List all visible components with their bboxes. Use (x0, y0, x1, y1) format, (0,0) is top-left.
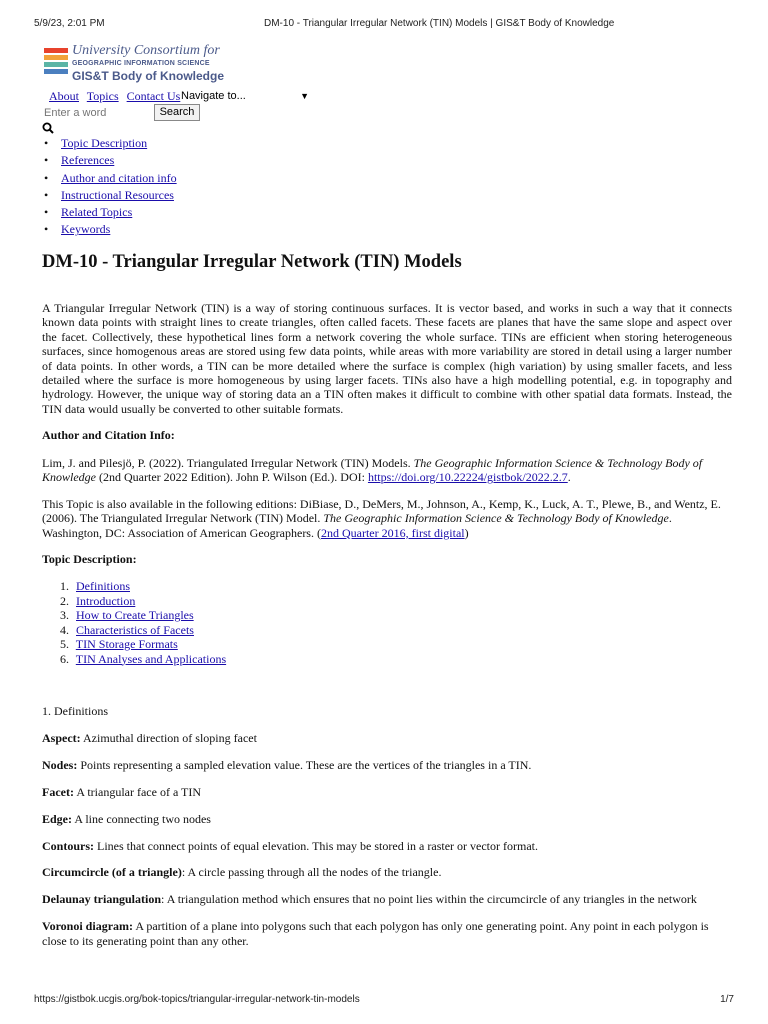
list-item (60, 623, 226, 638)
logo-stripe (44, 69, 68, 74)
edition-paragraph (42, 497, 732, 540)
topic-link-analyses[interactable]: TIN Analyses and Applications (75, 651, 227, 666)
logo-stripe (44, 48, 68, 53)
logo-line-2: GEOGRAPHIC INFORMATION SCIENCE (72, 60, 210, 67)
definition-text: A partition of a plane into polygons such that each polygon has only one generating point. Any point in each polygon is close to its generating point than any other. (42, 919, 709, 948)
page-toc (44, 135, 177, 239)
topic-link-create-triangles[interactable]: How to Create Triangles (76, 608, 194, 622)
logo-line-1: University Consortium for (72, 43, 220, 58)
chevron-down-icon: ▼ (300, 91, 309, 101)
toc-item (44, 204, 177, 221)
logo-stripe (44, 62, 68, 67)
edition-text (42, 497, 732, 540)
nav-link-topics[interactable]: Topics (86, 89, 119, 103)
definitions-heading: 1. Definitions (42, 704, 108, 718)
print-document-title: DM-10 - Triangular Irregular Network (TIN) Models | GIS&T Body of Knowledge (264, 18, 615, 29)
page-title: DM-10 - Triangular Irregular Network (TIN) Models (42, 252, 462, 272)
edition-link[interactable]: 2nd Quarter 2016, first digital (320, 525, 465, 540)
list-number: 1. (60, 579, 69, 593)
definition-text: Lines that connect points of equal elevation. This may be stored in a raster or vector format. (94, 838, 538, 853)
topic-description-heading: Topic Description: (42, 552, 137, 566)
citation-end: . (567, 470, 571, 485)
toc-link-related-topics[interactable]: Related Topics (61, 205, 133, 220)
citation-paragraph (42, 456, 732, 485)
definition-term: Voronoi diagram: (42, 919, 134, 934)
definition-text: A triangular face of a TIN (73, 784, 202, 799)
definition-term: Contours: (42, 838, 95, 853)
logo-stripes-icon (44, 48, 68, 78)
definition-term: Facet: (42, 784, 74, 799)
definition-contours (42, 839, 732, 853)
definitions-section (42, 704, 732, 961)
edition-end: ) (464, 525, 469, 540)
nav-link-contact[interactable]: Contact Us (126, 89, 181, 103)
definition-term: Delaunay triangulation (42, 892, 162, 907)
logo-stripe (44, 55, 68, 60)
print-url: https://gistbok.ucgis.org/bok-topics/triangular-irregular-network-tin-models (34, 994, 360, 1005)
topic-link-storage-formats[interactable]: TIN Storage Formats (75, 637, 178, 651)
topic-description-list (60, 579, 226, 666)
list-item (60, 579, 226, 594)
list-number: 6. (60, 651, 69, 666)
topic-link-definitions[interactable]: Definitions (76, 579, 130, 593)
list-item (60, 594, 226, 609)
site-logo[interactable] (44, 45, 244, 87)
topic-link-introduction[interactable]: Introduction (76, 593, 136, 608)
definition-circumcircle (42, 865, 732, 879)
doi-link[interactable]: https://doi.org/10.22224/gistbok/2022.2.7 (367, 470, 568, 485)
navigate-select-value: Navigate to... (181, 90, 246, 102)
definition-text: Points representing a sampled elevation value. These are the vertices of the triangles in a TIN. (77, 757, 532, 772)
toc-link-keywords[interactable]: Keywords (61, 222, 111, 237)
edition-authors: This Topic is also available in the following editions: DiBiase, D., DeMers, M., Johnson, A., Kemp, K., Luck, A. T., Plewe, B., and Wentz, E. (2006). The Triangulated Irregular Network (TIN) Model. (42, 497, 721, 526)
intro-text: A Triangular Irregular Network (TIN) is a way of storing continuous surfaces. It is vector based, and works in such a way that it connects known data points with straight lines to create triangles, often called facets. These facets are planes that have the same slope and aspect over the facet. Collectively, these hypothetical lines form a network covering the whole surface. TINs are efficient when storing heterogeneous surfaces, since homogenous areas are stored using few data points, while areas with more variability are stored in detail using a larger number of data points. In other words, a TIN can be more detailed where the surface is complex (high variation) by using smaller facets, and less detailed where the surface is more homogeneous by using larger facets. TINs also have a high modelling potential, e.g. in topography and hydrology. However, the unique way of storing data an a TIN often makes it difficult to combine with other spatial data formats. Instead, the TIN data would usually be converted to other suitable formats. (42, 301, 732, 416)
search-input[interactable] (44, 105, 150, 121)
top-nav (49, 89, 185, 104)
definition-edge (42, 812, 732, 826)
toc-item (44, 221, 177, 238)
list-item (60, 637, 226, 652)
citation-journal: The Geographic Information Science & Technology Body of Knowledge (42, 456, 703, 485)
toc-link-topic-description[interactable]: Topic Description (61, 136, 148, 150)
nav-link-about[interactable]: About (49, 89, 79, 103)
definition-nodes (42, 758, 732, 772)
toc-item (44, 170, 177, 187)
search-button[interactable]: Search (154, 104, 200, 121)
topic-link-facets[interactable]: Characteristics of Facets (76, 622, 194, 637)
bullet-icon: • (44, 205, 49, 220)
navigate-select[interactable] (181, 89, 311, 104)
intro-paragraph (42, 301, 732, 416)
list-item (60, 652, 226, 667)
list-number: 2. (60, 593, 69, 608)
definition-text: : A circle passing through all the nodes of the triangle. (181, 865, 442, 880)
definition-text: : A triangulation method which ensures that no point lies within the circumcircle of any triangles in the network (161, 892, 697, 907)
author-section (42, 428, 732, 442)
definition-voronoi (42, 919, 732, 948)
toc-item (44, 187, 177, 204)
toc-item (44, 135, 177, 152)
print-page-number: 1/7 (720, 994, 734, 1005)
bullet-icon: • (44, 136, 49, 150)
citation-edition: (2nd Quarter 2022 Edition). John P. Wilson (Ed.). DOI: (96, 470, 368, 485)
list-item (60, 608, 226, 623)
print-datetime: 5/9/23, 2:01 PM (34, 18, 105, 29)
bullet-icon: • (44, 187, 49, 202)
toc-link-instructional-resources[interactable]: Instructional Resources (61, 187, 174, 202)
definition-text: A line connecting two nodes (72, 811, 211, 826)
definition-delaunay (42, 892, 732, 906)
bullet-icon: • (44, 222, 49, 237)
definition-term: Nodes: (42, 757, 78, 772)
author-heading: Author and Citation Info: (42, 428, 175, 442)
definition-term: Circumcircle (of a triangle) (42, 865, 182, 880)
bullet-icon: • (44, 170, 49, 185)
toc-link-author-citation[interactable]: Author and citation info (61, 170, 177, 185)
definition-aspect (42, 731, 732, 745)
citation-text (42, 456, 732, 485)
list-number: 3. (60, 608, 69, 622)
toc-item (44, 152, 177, 169)
toc-link-references[interactable]: References (61, 153, 115, 168)
list-number: 5. (60, 637, 69, 651)
definition-term: Aspect: (42, 730, 81, 745)
edition-publisher: . Washington, DC: Association of American Geographers. ( (42, 511, 672, 540)
topic-description-section (42, 552, 732, 566)
search-icon[interactable] (42, 122, 54, 134)
list-number: 4. (60, 622, 69, 637)
definition-facet (42, 785, 732, 799)
definition-text: Azimuthal direction of sloping facet (80, 730, 257, 745)
bullet-icon: • (44, 153, 49, 168)
edition-journal: The Geographic Information Science & Technology Body of Knowledge (323, 511, 669, 526)
citation-authors: Lim, J. and Pilesjö, P. (2022). Triangulated Irregular Network (TIN) Models. (42, 456, 414, 470)
definition-term: Edge: (42, 811, 72, 826)
logo-line-3: GIS&T Body of Knowledge (72, 69, 224, 83)
